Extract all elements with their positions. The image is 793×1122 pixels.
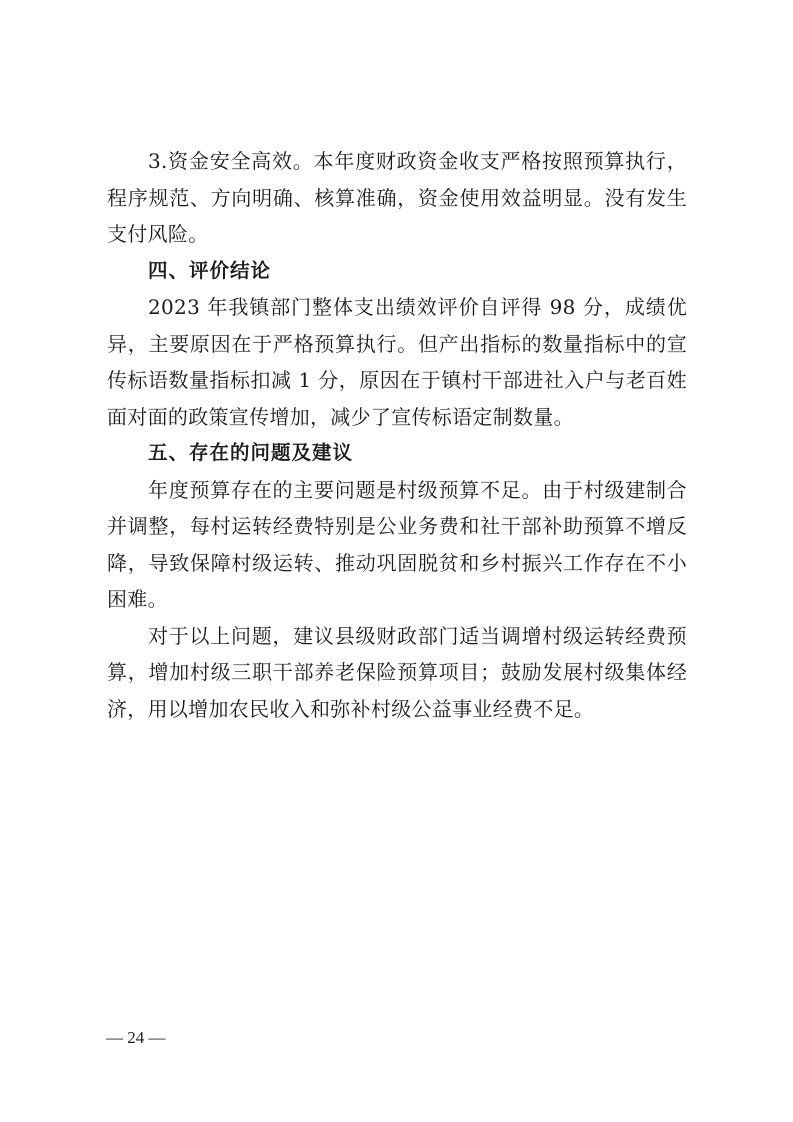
paragraph-suggestions: 对于以上问题，建议县级财政部门适当调增村级运转经费预算，增加村级三职干部养老保险预算项目；鼓励发展村级集体经济，用以增加农民收入和弥补村级公益事业经费不足。 xyxy=(107,623,687,721)
page-number: — 24 — xyxy=(106,1028,166,1047)
paragraph-fund-safety: 3.资金安全高效。本年度财政资金收支严格按照预算执行，程序规范、方向明确、核算准确，资金使用效益明显。没有发生支付风险。 xyxy=(107,149,687,246)
paragraph-evaluation-conclusion: 2023 年我镇部门整体支出绩效评价自评得 98 分，成绩优异，主要原因在于严格预算执行。但产出指标的数量指标中的宣传标语数量指标扣减 1 分，原因在于镇村干部进社入户与老百姓面对面的政策宣传增加，减少了宣传标语定制数量。 xyxy=(107,295,687,429)
document-body xyxy=(107,143,687,727)
section-heading-problems-suggestions: 五、存在的问题及建议 xyxy=(148,441,354,464)
section-heading-evaluation-conclusion: 四、评价结论 xyxy=(148,258,272,282)
paragraph-problems: 年度预算存在的主要问题是村级预算不足。由于村级建制合并调整，每村运转经费特别是公业务费和社干部补助预算不增反降，导致保障村级运转、推动巩固脱贫和乡村振兴工作存在不小困难。 xyxy=(107,477,687,611)
